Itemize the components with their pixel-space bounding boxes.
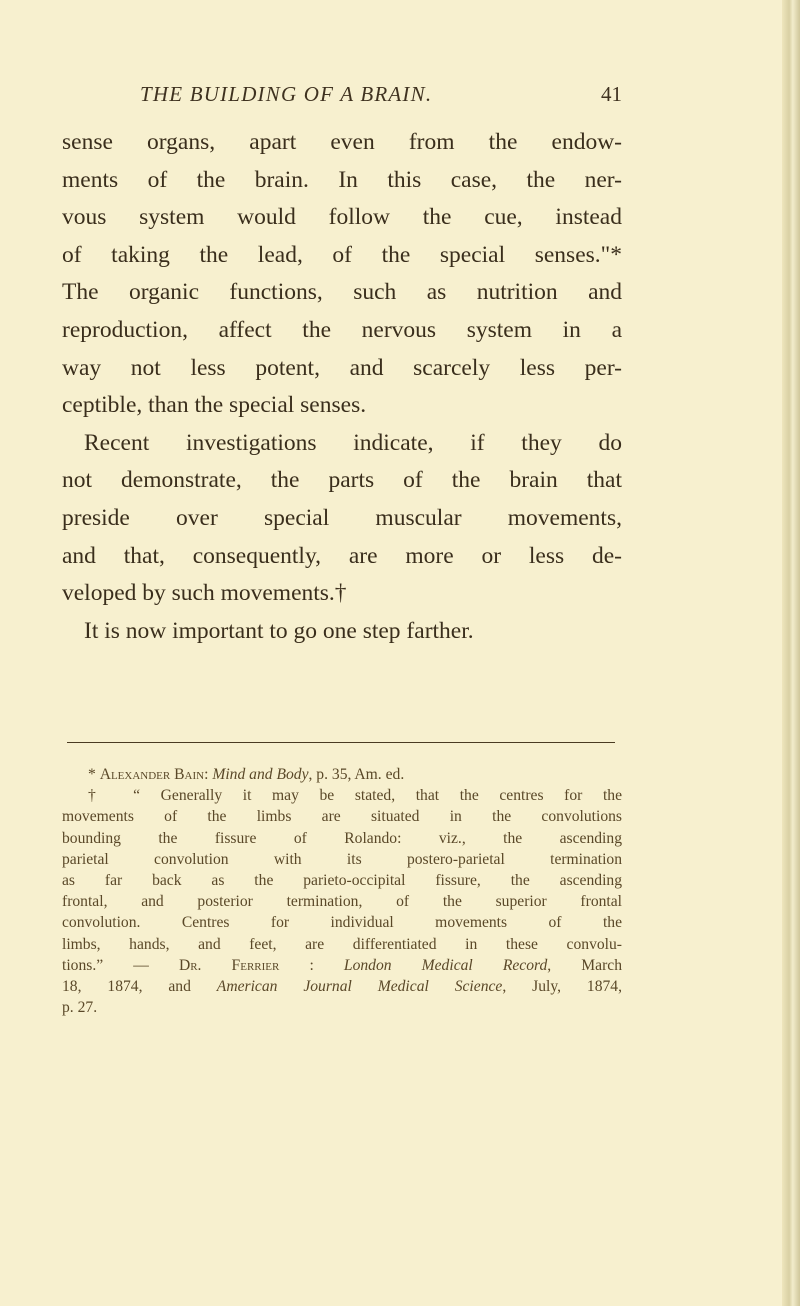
footnotes (62, 764, 622, 1018)
footnote-2-line (62, 955, 622, 976)
footnote-2-line: movements of the limbs are situated in the convolutions (62, 808, 622, 826)
text: tions.” — (62, 956, 179, 974)
body-line: It is now important to go one step farther. (84, 617, 474, 644)
footnote-2-line: as far back as the parieto-occipital fissure, the ascending (62, 871, 622, 889)
page-binding-edge (782, 0, 800, 1306)
body-line: sense organs, apart even from the endow- (62, 129, 622, 155)
body-line: The organic functions, such as nutrition and (62, 279, 622, 306)
body-line: veloped by such movements.† (62, 580, 347, 607)
footnote-author: Alexander Bain (99, 766, 205, 783)
body-text (62, 124, 622, 650)
page-header (62, 82, 622, 110)
footnote-2-line: convolution. Centres for individual movements of the (62, 914, 622, 932)
footnote-author: Dr. Ferrier (178, 956, 280, 974)
page-number: 41 (601, 82, 622, 106)
body-line: way not less potent, and scarcely less per- (62, 354, 622, 381)
body-line: Recent investigations indicate, if they do (84, 429, 622, 456)
footnote-2-line (62, 976, 622, 997)
footnote-2-line: p. 27. (62, 999, 98, 1017)
body-line: vous system would follow the cue, instead (62, 204, 622, 231)
footnote-2-line: limbs, hands, and feet, are differentiated in these convolu- (62, 935, 622, 953)
footnote-marker: * (88, 766, 96, 783)
text: , July, 1874, (502, 977, 622, 995)
footnote-2-line: bounding the fissure of Rolando: viz., the ascending (62, 829, 622, 847)
footnote-2-line: parietal convolution with its postero-parietal termination (62, 850, 622, 868)
journal-title: London Medical Record (343, 956, 548, 974)
body-line: of taking the lead, of the special senses."* (62, 241, 622, 268)
separator: : (204, 766, 209, 783)
footnote-1 (62, 764, 622, 785)
body-line: ments of the brain. In this case, the ner- (62, 166, 622, 193)
text: 18, 1874, and (62, 977, 217, 995)
body-line: ceptible, than the special senses. (62, 392, 367, 419)
separator: : (279, 956, 344, 974)
body-line: and that, consequently, are more or less de- (62, 542, 622, 569)
footnote-title: Mind and Body (212, 766, 309, 783)
running-title: THE BUILDING OF A BRAIN. (140, 82, 433, 106)
journal-title: American Journal Medical Science (216, 977, 503, 995)
footnote-rule (67, 742, 615, 743)
footnote-2-line: frontal, and posterior termination, of the superior frontal (62, 893, 622, 911)
body-line: not demonstrate, the parts of the brain that (62, 467, 622, 494)
body-line: preside over special muscular movements, (62, 504, 622, 531)
footnote-2-line: † “ Generally it may be stated, that the centres for the (88, 787, 622, 805)
text: , March (547, 956, 622, 974)
footnote-rest: , p. 35, Am. ed. (308, 766, 405, 783)
body-line: reproduction, affect the nervous system in a (62, 316, 622, 343)
